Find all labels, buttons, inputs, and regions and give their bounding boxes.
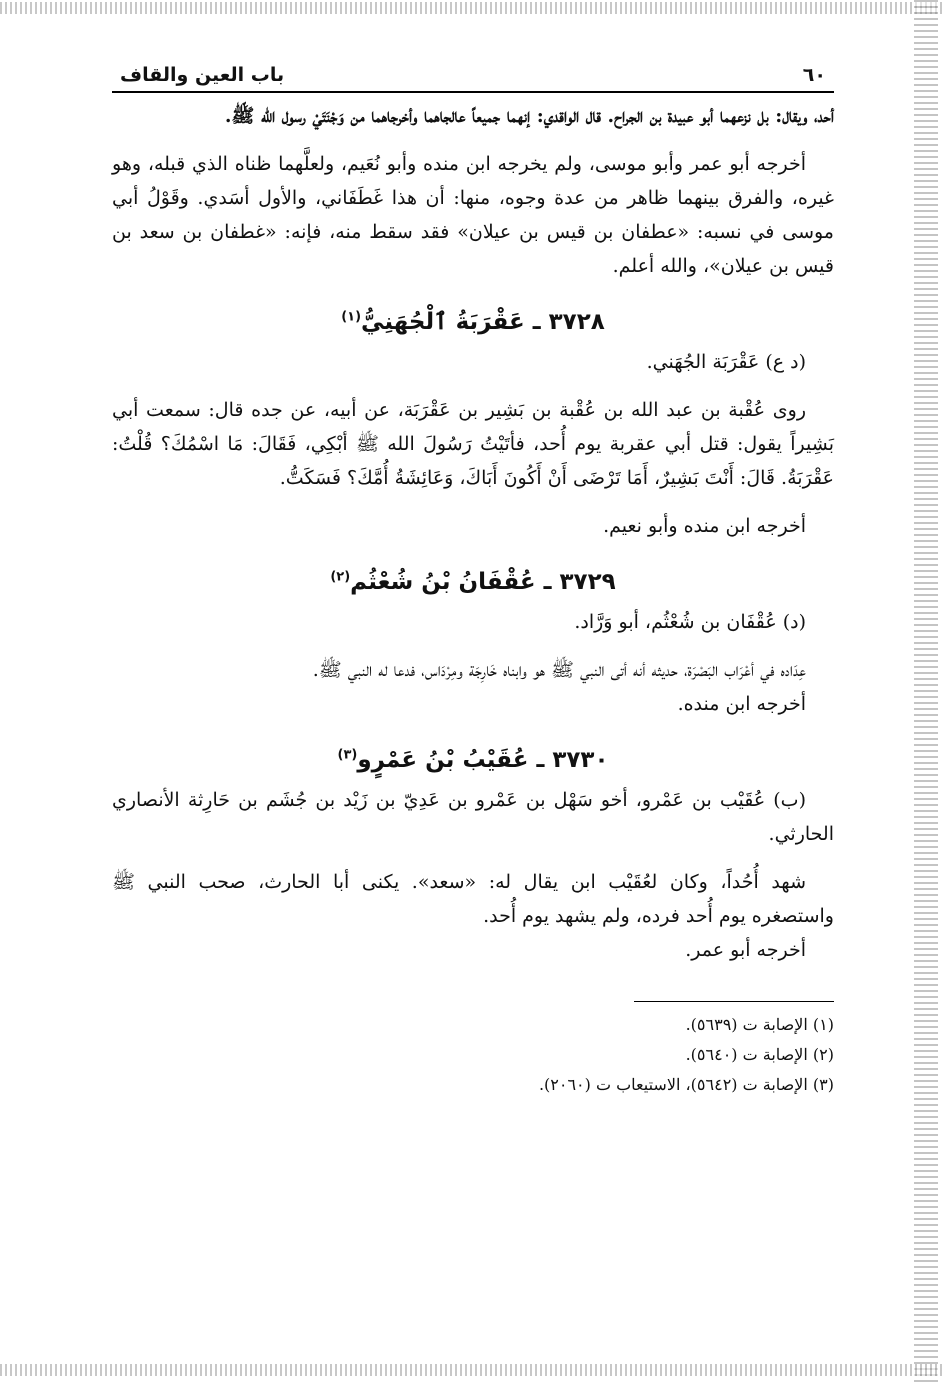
paragraph: عِدَاده في أعْرَاب البَصْرَة، حديثه أنه أتى النبي ﷺ هو وابناه خَارِجَة ومِرْدَاس، فدعا له النبي ﷺ. (312, 659, 806, 681)
footnote: (١) الإصابة ت (٥٦٣٩). (685, 1015, 834, 1034)
entry-title: ٣٧٢٨ ـ عَقْرَبَةُ ٱلْجُهَنِيُّ (361, 309, 605, 335)
footnote: (٢) الإصابة ت (٥٦٤٠). (685, 1045, 834, 1064)
entry-heading-3730 (112, 747, 834, 773)
paragraph: شهد أُحُداً، وكان لعُقَيْب ابن يقال له: «سعد». يكنى أبا الحارث، صحب النبي ﷺ واستصغره يوم أُحد فرده، ولم يشهد يوم أُحد. (112, 871, 834, 927)
entry-title: ٣٧٣٠ ـ عُقَيْبُ بْنُ عَمْرٍو (357, 747, 609, 773)
paragraph: أحد، ويقال: بل نزعهما أبو عبيدة بن الجراح. قال الواقدي: إنهما جميعاً عالجاهما وأخرجاهما من وَجْنَتَيْ رسول الله ﷺ. (224, 105, 834, 127)
footnote-marker: (٣) (337, 747, 358, 763)
running-header (112, 64, 834, 93)
paragraph: أخرجه ابن منده وأبو نعيم. (603, 515, 806, 537)
chapter-title: باب العين والقاف (120, 64, 285, 86)
paragraph: أخرجه أبو عمر. (685, 939, 806, 961)
decorative-border-bottom (0, 1364, 942, 1376)
page-number: ٦٠ (802, 64, 826, 86)
decorative-border-top (0, 2, 942, 14)
paragraph: (د ع) عَقْرَبَة الجُهَني. (646, 351, 806, 373)
entry-title: ٣٧٢٩ ـ عُقْفَانُ بْنُ شُعْثُم (350, 569, 616, 595)
footnote-marker: (٢) (330, 569, 351, 585)
footnote-divider (634, 1001, 834, 1002)
paragraph: أخرجه ابن منده. (677, 693, 806, 715)
entry-heading-3728 (112, 309, 834, 335)
paragraph: (د) عُقْفَان بن شُعْثُم، أبو وَرَّاد. (574, 611, 806, 633)
footnote: (٣) الإصابة ت (٥٦٤٢)، الاستيعاب ت (٢٠٦٠). (538, 1075, 834, 1094)
paragraph: أخرجه أبو عمر وأبو موسى، ولم يخرجه ابن منده وأبو نُعَيم، ولعلَّهما ظناه الذي قبله، وهو غيره، والفرق بينهما ظاهر من عدة وجوه، منها: أن هذا غَطَفَاني، والأول أسَدي. وقَوْلُ أبي موسى في نسبه: «عطفان بن قيس بن عيلان» فقد سقط منه، فإنه: «غطفان بن سعد بن قيس بن عيلان»، والله أعلم. (112, 153, 834, 277)
footnote-marker: (١) (341, 309, 362, 325)
paragraph: (ب) عُقَيْب بن عَمْرو، أخو سَهْل بن عَمْرو بن عَدِيّ بن زَيْد بن جُشَم بن حَارِثة الأنصاري الحارثي. (112, 789, 834, 845)
paragraph: روى عُقْبة بن عبد الله بن عُقْبة بن بَشِير بن عَقْرَبَة، عن أبيه، عن جده قال: سمعت أبي بَشِيراً يقول: قتل أبي عقربة يوم أُحد، فأتَيْتُ رَسُولَ الله ﷺ أبْكِي، فَقَالَ: مَا اسْمُكَ؟ قُلْتُ: عَقْرَبَةُ. قَالَ: أَنْتَ بَشِيرٌ، أَمَا تَرْضَى أَنْ أَكُونَ أَبَاكَ، وَعَائِشَةُ أُمَّكَ؟ فَسَكَتُّ. (112, 399, 834, 489)
book-page (112, 64, 834, 1100)
entry-heading-3729 (112, 569, 834, 595)
decorative-border-right (914, 0, 938, 1382)
